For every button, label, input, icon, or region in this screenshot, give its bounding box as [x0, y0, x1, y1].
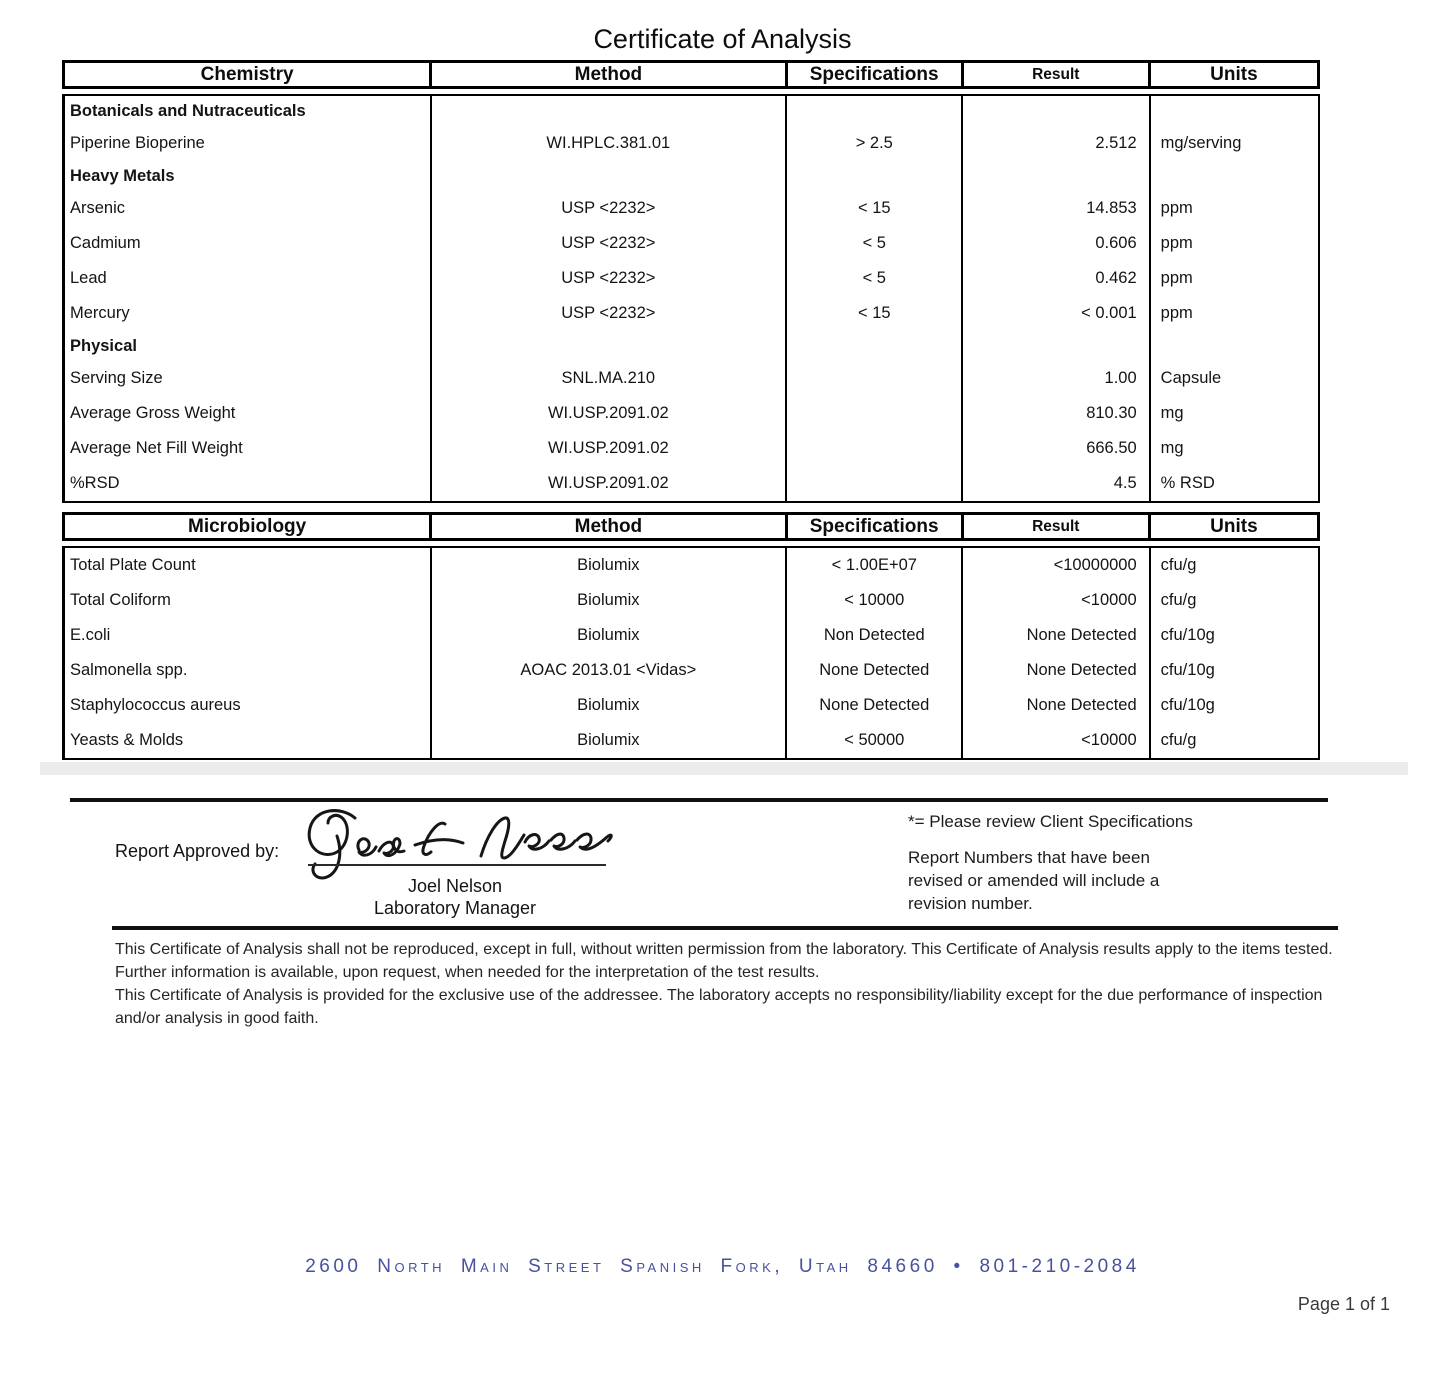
method-cell: WI.USP.2091.02 — [430, 396, 786, 431]
microbiology-table-body — [62, 546, 1320, 760]
signature-section-bottom-rule — [112, 926, 1338, 930]
column-header-specifications: Specifications — [785, 63, 961, 86]
analyte-cell: Arsenic — [70, 199, 126, 217]
chemistry-table-body — [62, 94, 1320, 503]
units-cell: mg — [1149, 396, 1318, 431]
units-cell: mg — [1149, 431, 1318, 466]
approval-signature — [295, 804, 615, 884]
analyte-cell: Physical — [70, 336, 137, 355]
result-cell: <10000000 — [961, 548, 1148, 583]
method-cell: Biolumix — [430, 688, 786, 723]
signature-line — [308, 864, 606, 866]
column-header-chemistry: Chemistry — [200, 63, 294, 85]
method-cell: Biolumix — [430, 618, 786, 653]
units-cell: ppm — [1149, 296, 1318, 331]
method-cell: WI.USP.2091.02 — [430, 431, 786, 466]
page-number: Page 1 of 1 — [1297, 1294, 1390, 1314]
analyte-cell: %RSD — [70, 474, 120, 492]
method-cell — [430, 161, 786, 191]
table-row — [65, 191, 1318, 226]
client-spec-note: *= Please review Client Specifications — [908, 812, 1193, 831]
analyte-cell: Staphylococcus aureus — [70, 696, 241, 714]
result-cell — [961, 331, 1148, 361]
table-row — [65, 261, 1318, 296]
page-title: Certificate of Analysis — [593, 24, 852, 54]
specification-cell: < 15 — [785, 296, 961, 331]
specification-cell: < 10000 — [785, 583, 961, 618]
specification-cell — [785, 431, 961, 466]
analyte-cell: Average Gross Weight — [70, 404, 236, 422]
lab-address: 2600 North Main Street Spanish Fork, Utah 84660 • 801-210-2084 — [305, 1256, 1140, 1277]
units-cell: cfu/10g — [1149, 688, 1318, 723]
specification-cell — [785, 161, 961, 191]
disclaimer-text — [115, 938, 1337, 1030]
table-row — [65, 126, 1318, 161]
column-header-specifications: Specifications — [785, 515, 961, 538]
analyte-cell: Average Net Fill Weight — [70, 439, 243, 457]
method-cell: USP <2232> — [430, 191, 786, 226]
analyte-cell: Total Plate Count — [70, 556, 196, 574]
method-cell: WI.HPLC.381.01 — [430, 126, 786, 161]
analyte-cell: Serving Size — [70, 369, 163, 387]
signature-scribble-icon — [295, 804, 615, 884]
units-cell: mg/serving — [1149, 126, 1318, 161]
table-row — [65, 618, 1318, 653]
column-header-units: Units — [1148, 63, 1317, 86]
table-row — [65, 653, 1318, 688]
analyte-cell: Yeasts & Molds — [70, 731, 184, 749]
table-section-row — [65, 331, 1318, 361]
signer-name: Joel Nelson — [407, 876, 503, 896]
disclaimer-paragraph-1: This Certificate of Analysis shall not be reproduced, except in full, without written permission from the laboratory. This Certificate of Analysis results apply to the items tested. Further information is available, upon request, when needed for the interpretation of the test results. — [115, 941, 1333, 981]
signature-section-top-rule — [70, 798, 1328, 802]
analyte-cell: Cadmium — [70, 234, 141, 252]
units-cell: cfu/10g — [1149, 618, 1318, 653]
specification-cell: < 50000 — [785, 723, 961, 758]
analyte-cell: Salmonella spp. — [70, 661, 188, 679]
specification-cell: > 2.5 — [785, 126, 961, 161]
result-cell: 2.512 — [961, 126, 1148, 161]
units-cell: % RSD — [1149, 466, 1318, 501]
analyte-cell: Total Coliform — [70, 591, 171, 609]
specification-cell — [785, 361, 961, 396]
result-cell: 4.5 — [961, 466, 1148, 501]
column-header-units: Units — [1148, 515, 1317, 538]
table-row — [65, 688, 1318, 723]
method-cell — [430, 96, 786, 126]
result-cell — [961, 161, 1148, 191]
method-cell: Biolumix — [430, 723, 786, 758]
method-cell: Biolumix — [430, 583, 786, 618]
units-cell — [1149, 331, 1318, 361]
report-notes — [908, 812, 1208, 915]
result-cell: <10000 — [961, 723, 1148, 758]
table-row — [65, 723, 1318, 758]
table-row — [65, 296, 1318, 331]
units-cell: cfu/g — [1149, 548, 1318, 583]
specification-cell — [785, 96, 961, 126]
analyte-cell: Botanicals and Nutraceuticals — [70, 101, 306, 120]
microbiology-table-header-row — [62, 512, 1320, 541]
result-cell: None Detected — [961, 653, 1148, 688]
units-cell: Capsule — [1149, 361, 1318, 396]
units-cell: ppm — [1149, 261, 1318, 296]
units-cell — [1149, 161, 1318, 191]
table-row — [65, 548, 1318, 583]
method-cell: AOAC 2013.01 <Vidas> — [430, 653, 786, 688]
specification-cell: < 15 — [785, 191, 961, 226]
column-header-result: Result — [961, 63, 1148, 86]
result-cell: None Detected — [961, 688, 1148, 723]
result-cell: 810.30 — [961, 396, 1148, 431]
units-cell: ppm — [1149, 191, 1318, 226]
specification-cell: None Detected — [785, 688, 961, 723]
column-header-microbiology: Microbiology — [188, 515, 307, 537]
column-header-method: Method — [429, 515, 784, 538]
method-cell: Biolumix — [430, 548, 786, 583]
specification-cell: Non Detected — [785, 618, 961, 653]
method-cell: WI.USP.2091.02 — [430, 466, 786, 501]
signer-caption — [300, 875, 610, 919]
analyte-cell: Mercury — [70, 304, 130, 322]
method-cell: USP <2232> — [430, 261, 786, 296]
result-cell: 666.50 — [961, 431, 1148, 466]
result-cell: 14.853 — [961, 191, 1148, 226]
method-cell — [430, 331, 786, 361]
table-section-row — [65, 96, 1318, 126]
signer-title: Laboratory Manager — [373, 898, 537, 918]
table-section-row — [65, 161, 1318, 191]
analyte-cell: Piperine Bioperine — [70, 134, 205, 152]
method-cell: USP <2232> — [430, 226, 786, 261]
table-row — [65, 396, 1318, 431]
table-row — [65, 466, 1318, 501]
revision-note: Report Numbers that have been revised or amended will include a revision number. — [908, 848, 1160, 913]
table-row — [65, 431, 1318, 466]
result-cell: 1.00 — [961, 361, 1148, 396]
specification-cell: < 1.00E+07 — [785, 548, 961, 583]
table-row — [65, 226, 1318, 261]
result-cell: <10000 — [961, 583, 1148, 618]
report-approved-by-label: Report Approved by: — [115, 841, 280, 861]
units-cell — [1149, 96, 1318, 126]
specification-cell — [785, 331, 961, 361]
divider-gray-band — [40, 762, 1408, 775]
specification-cell — [785, 466, 961, 501]
specification-cell: None Detected — [785, 653, 961, 688]
analyte-cell: Lead — [70, 269, 107, 287]
result-cell — [961, 96, 1148, 126]
specification-cell — [785, 396, 961, 431]
method-cell: USP <2232> — [430, 296, 786, 331]
column-header-method: Method — [429, 63, 784, 86]
analyte-cell: Heavy Metals — [70, 166, 175, 185]
result-cell: 0.606 — [961, 226, 1148, 261]
result-cell: 0.462 — [961, 261, 1148, 296]
units-cell: cfu/g — [1149, 723, 1318, 758]
column-header-result: Result — [961, 515, 1148, 538]
microbiology-table — [62, 512, 1320, 760]
table-row — [65, 583, 1318, 618]
method-cell: SNL.MA.210 — [430, 361, 786, 396]
units-cell: ppm — [1149, 226, 1318, 261]
units-cell: cfu/g — [1149, 583, 1318, 618]
analyte-cell: E.coli — [70, 626, 111, 644]
result-cell: None Detected — [961, 618, 1148, 653]
specification-cell: < 5 — [785, 261, 961, 296]
chemistry-table — [62, 60, 1320, 503]
result-cell: < 0.001 — [961, 296, 1148, 331]
chemistry-table-header-row — [62, 60, 1320, 89]
units-cell: cfu/10g — [1149, 653, 1318, 688]
specification-cell: < 5 — [785, 226, 961, 261]
disclaimer-paragraph-2: This Certificate of Analysis is provided for the exclusive use of the addressee. The laboratory accepts no responsibility/liability except for the due performance of inspection and/or analysis in good faith. — [115, 987, 1323, 1027]
table-row — [65, 361, 1318, 396]
